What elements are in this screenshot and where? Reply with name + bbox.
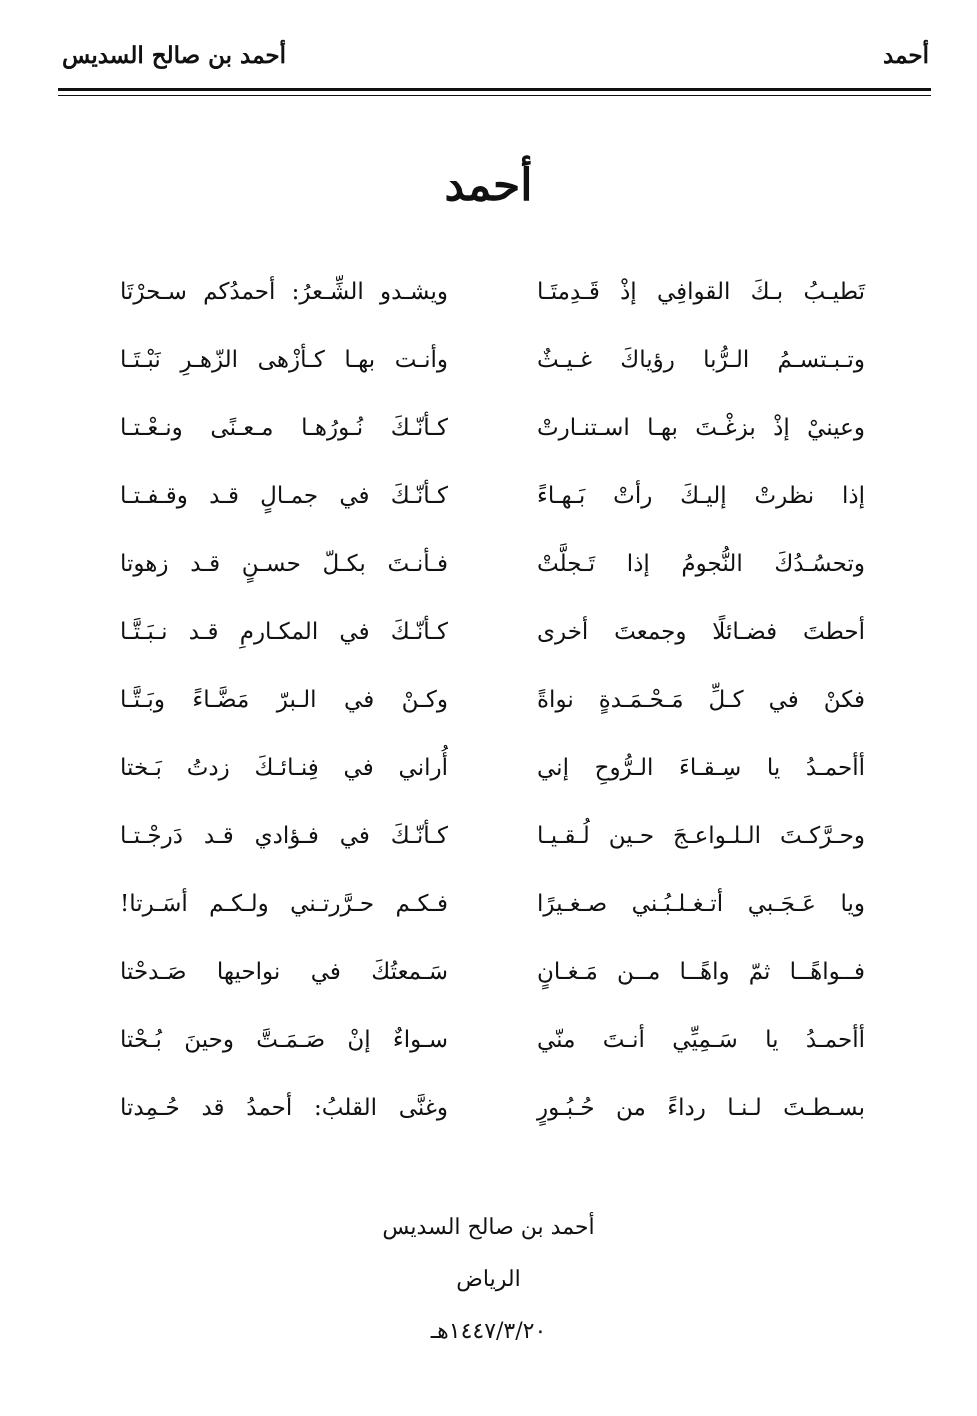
verse bbox=[120, 408, 865, 476]
verse-first-hemistich: فكنْ في كـلِّ مَـحْـمَـدةٍ نواةً bbox=[537, 687, 865, 713]
verse-first-hemistich: ويا عَـجَـبي أتـغـلـبُـني صـغـيرًا bbox=[537, 891, 865, 917]
date-line: ١٤٤٧/٣/٢٠هـ bbox=[430, 1319, 547, 1344]
page-header bbox=[48, 38, 929, 78]
verse-first-hemistich: أأحمـدُ يا سَـمِيِّي أنـتَ منّي bbox=[537, 1027, 865, 1053]
verse-second-hemistich: فـكـم حـرَّرتـني ولـكـم أسَـرتا! bbox=[120, 891, 448, 917]
verse bbox=[120, 340, 865, 408]
header-rule-thin bbox=[58, 95, 931, 96]
verse-second-hemistich: وغنَّى القلبُ: أحمدُ قد حُـمِدتا bbox=[120, 1095, 448, 1121]
verse bbox=[120, 952, 865, 1020]
verse bbox=[120, 816, 865, 884]
verse-first-hemistich: وتـبـتسـمُ الـرُّبا رؤياكَ غـيـثٌ bbox=[537, 347, 865, 373]
verse-first-hemistich: وعينيْ إذْ بزغْـتَ بهـا اسـتنـارتْ bbox=[537, 415, 865, 441]
signature-block bbox=[0, 1208, 977, 1364]
verse bbox=[120, 1020, 865, 1088]
verse bbox=[120, 272, 865, 340]
verse bbox=[120, 884, 865, 952]
header-rule-thick bbox=[58, 88, 931, 91]
verse-first-hemistich: إذا نظرتْ إليـكَ رأتْ بَـهـاءً bbox=[537, 483, 865, 509]
verse bbox=[120, 680, 865, 748]
place-name: الرياض bbox=[456, 1267, 521, 1292]
verse-first-hemistich: فــواهًــا ثمّ واهًــا مــن مَـغـانٍ bbox=[537, 959, 865, 985]
verse-first-hemistich: تَطيـبُ بـكَ القوافِي إذْ قَـدِمتَـا bbox=[537, 279, 865, 305]
verse-first-hemistich: وتحسُـدُكَ النُّجومُ إذا تَـجلَّتْ bbox=[537, 551, 865, 577]
verse-first-hemistich: أأحمـدُ يا سِـقـاءَ الـرُّوحِ إني bbox=[537, 755, 865, 781]
poem-body bbox=[120, 272, 865, 1156]
verse-first-hemistich: أحطتَ فضـائلًا وجمعتَ أخرى bbox=[537, 619, 865, 645]
verse-second-hemistich: وكـنْ في الـبرّ مَضَّـاءً وبَـتَّـا bbox=[120, 687, 448, 713]
author-name: أحمد بن صالح السديس bbox=[382, 1215, 595, 1240]
verse bbox=[120, 476, 865, 544]
verse-second-hemistich: كـأنّـكَ في المكـارمِ قـد نـبَـتَّـا bbox=[120, 619, 448, 645]
verse-second-hemistich: وأنـت بهـا كـأزْهى الزّهـرِ نَبْـتَـا bbox=[120, 347, 448, 373]
verse bbox=[120, 612, 865, 680]
verse-second-hemistich: ويشـدو الشِّـعرُ: أحمدُكم سـحرْتَا bbox=[120, 279, 448, 305]
verse bbox=[120, 1088, 865, 1156]
verse-first-hemistich: وحـرَّكـتَ الـلـواعـجَ حـين لُـقـيـا bbox=[537, 823, 865, 849]
running-title: أحمد bbox=[883, 42, 929, 69]
verse-second-hemistich: كـأنّـكَ في فـؤادي قـد دَرجْـتـا bbox=[120, 823, 448, 849]
verse bbox=[120, 748, 865, 816]
verse-second-hemistich: فـأنـتَ بكـلّ حسـنٍ قـد زهوتا bbox=[120, 551, 448, 577]
verse bbox=[120, 544, 865, 612]
verse-first-hemistich: بسـطـتَ لـنـا رداءً من حُـبُـورٍ bbox=[537, 1095, 865, 1121]
verse-second-hemistich: كـأنّـكَ نُـورُهـا مـعـنًى ونـعْـتـا bbox=[120, 415, 448, 441]
running-author: أحمد بن صالح السديس bbox=[62, 42, 287, 69]
verse-second-hemistich: كـأنّـكَ في جمـالٍ قـد وقـفـتـا bbox=[120, 483, 448, 509]
verse-second-hemistich: سـواءٌ إنْ صَـمَـتَّ وحينَ بُـحْتا bbox=[120, 1027, 448, 1053]
verse-second-hemistich: سَـمعتُكَ في نواحيها صَـدحْتا bbox=[120, 959, 448, 985]
verse-second-hemistich: أُراني في فِنـائـكَ زدتُ بَـختا bbox=[120, 755, 448, 781]
poem-title: أحمد bbox=[444, 160, 533, 211]
